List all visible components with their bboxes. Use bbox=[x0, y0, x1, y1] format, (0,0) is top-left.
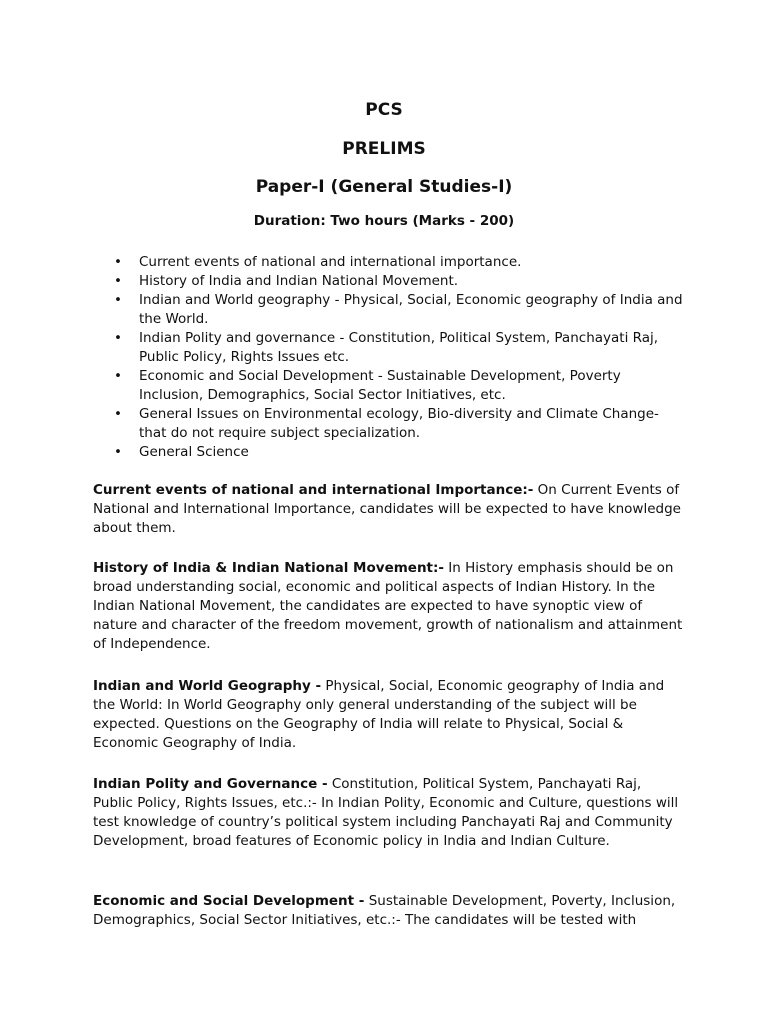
bullet-icon: • bbox=[114, 368, 122, 384]
list-item-text: Economic and Social Development - Sustainable Development, Poverty Inclusion, Demographics, Social Sector Initiatives, etc. bbox=[139, 368, 621, 403]
bullet-icon: • bbox=[114, 444, 122, 460]
duration-line: Duration: Two hours (Marks - 200) bbox=[253, 213, 515, 229]
section-heading: Indian Polity and Governance - bbox=[93, 776, 328, 792]
list-item-text: Indian and World geography - Physical, Social, Economic geography of India and the World. bbox=[139, 292, 683, 327]
document-title: PCS bbox=[365, 100, 403, 120]
list-item-text: General Issues on Environmental ecology, Bio-diversity and Climate Change- that do not require subject specialization. bbox=[139, 406, 659, 441]
section-geography bbox=[93, 677, 683, 753]
exam-stage-heading: PRELIMS bbox=[342, 139, 426, 159]
bullet-icon: • bbox=[114, 406, 122, 422]
list-item-text: Indian Polity and governance - Constitution, Political System, Panchayati Raj, Public Policy, Rights Issues etc. bbox=[139, 330, 659, 365]
paper-heading: Paper-I (General Studies-I) bbox=[255, 177, 513, 197]
section-history bbox=[93, 559, 683, 654]
section-heading: History of India & Indian National Movement:- bbox=[93, 560, 445, 576]
list-item bbox=[93, 253, 683, 272]
list-item bbox=[93, 329, 683, 367]
section-polity bbox=[93, 775, 683, 851]
section-economic-development bbox=[93, 892, 683, 930]
section-heading: Current events of national and international Importance:- bbox=[93, 482, 534, 498]
section-current-events bbox=[93, 481, 683, 538]
list-item bbox=[93, 272, 683, 291]
list-item bbox=[93, 443, 683, 462]
section-heading: Indian and World Geography - bbox=[93, 678, 322, 694]
list-item bbox=[93, 291, 683, 329]
section-body: On Current Events of National and International Importance, candidates will be expected to have knowledge about them. bbox=[93, 482, 681, 536]
section-body: Sustainable Development, Poverty, Inclusion, Demographics, Social Sector Initiatives, etc.:- The candidates will be tested with bbox=[93, 893, 676, 928]
list-item bbox=[93, 405, 683, 443]
list-item-text: History of India and Indian National Movement. bbox=[139, 273, 459, 289]
list-item-text: General Science bbox=[139, 444, 249, 460]
section-heading: Economic and Social Development - bbox=[93, 893, 365, 909]
bullet-icon: • bbox=[114, 330, 122, 346]
section-body: Constitution, Political System, Panchayati Raj, Public Policy, Rights Issues, etc.:- In Indian Polity, Economic and Culture, questions will test knowledge of country’s political system including Panchayati Raj and Community Development, broad features of Economic policy in India and Indian Culture. bbox=[93, 776, 679, 849]
section-body: In History emphasis should be on broad understanding social, economic and political aspects of Indian History. In the Indian National Movement, the candidates are expected to have synoptic view of nature and character of the freedom movement, growth of nationalism and attainment of Independence. bbox=[93, 560, 683, 652]
bullet-icon: • bbox=[114, 292, 122, 308]
bullet-icon: • bbox=[114, 273, 122, 289]
list-item-text: Current events of national and international importance. bbox=[139, 254, 522, 270]
list-item bbox=[93, 367, 683, 405]
syllabus-bullet-list bbox=[93, 253, 683, 462]
section-body: Physical, Social, Economic geography of India and the World: In World Geography only general understanding of the subject will be expected. Questions on the Geography of India will relate to Physical, Social & Economic Geography of India. bbox=[93, 678, 665, 751]
bullet-icon: • bbox=[114, 254, 122, 270]
